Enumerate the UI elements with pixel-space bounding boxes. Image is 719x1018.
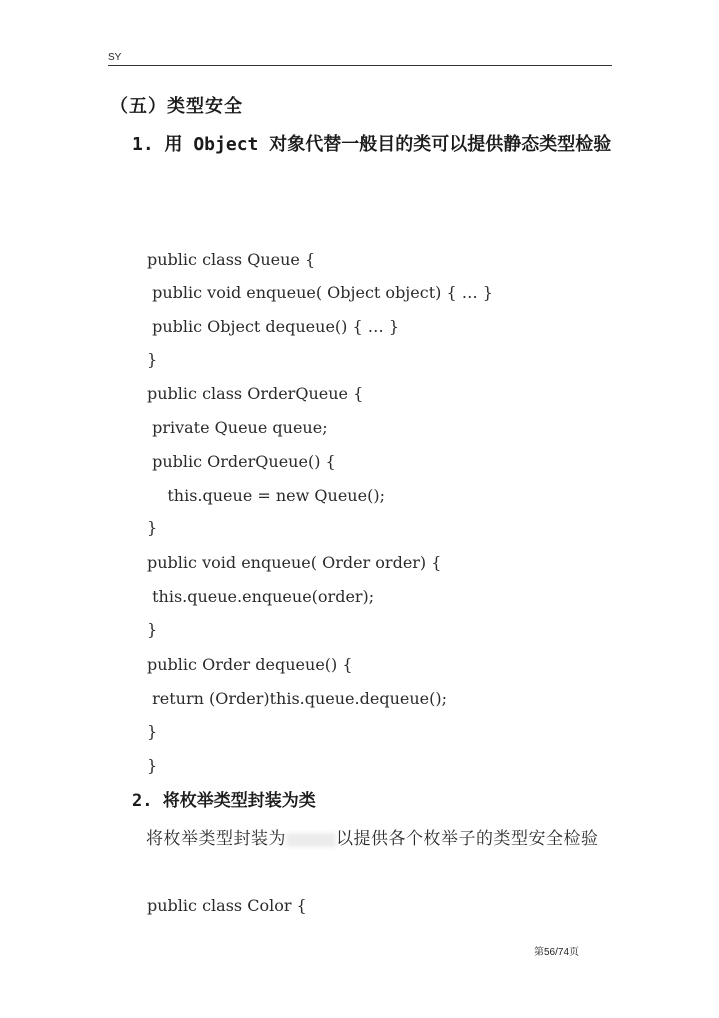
code-line: }	[147, 620, 158, 639]
code-line: public void enqueue( Object object) { … }	[147, 283, 493, 302]
code-line: this.queue.enqueue(order);	[147, 587, 375, 606]
code-line: return (Order)this.queue.dequeue();	[147, 689, 447, 708]
code-line: public class OrderQueue {	[147, 384, 364, 403]
header-rule	[108, 65, 612, 66]
code-line: }	[147, 756, 158, 775]
code-line: }	[147, 722, 158, 741]
page-number: 第56/74页	[534, 947, 580, 958]
code-line: public class Color {	[147, 896, 307, 915]
code-line: }	[147, 518, 158, 537]
code-line: this.queue = new Queue();	[147, 486, 385, 505]
item-2-heading: 2. 将枚举类型封装为类	[132, 791, 316, 811]
code-line: private Queue queue;	[147, 418, 328, 437]
code-line: }	[147, 350, 158, 369]
header-label: SY	[108, 52, 122, 63]
body-paragraph	[110, 822, 614, 856]
code-line: public OrderQueue() {	[147, 452, 336, 471]
code-line: public Object dequeue() { … }	[147, 317, 400, 336]
redaction-mask	[286, 833, 336, 847]
code-line: public void enqueue( Order order) {	[147, 553, 442, 572]
paragraph-text-end: 以提供各个枚举子的类型安全检验	[336, 829, 599, 849]
code-line: public class Queue {	[147, 250, 316, 269]
paragraph-text-start: 将枚举类型封装为	[146, 829, 286, 849]
code-line: public Order dequeue() {	[147, 655, 353, 674]
item-1-heading: 1. 用 Object 对象代替一般目的类可以提供静态类型检验	[132, 134, 612, 155]
section-heading: （五）类型安全	[110, 96, 243, 117]
